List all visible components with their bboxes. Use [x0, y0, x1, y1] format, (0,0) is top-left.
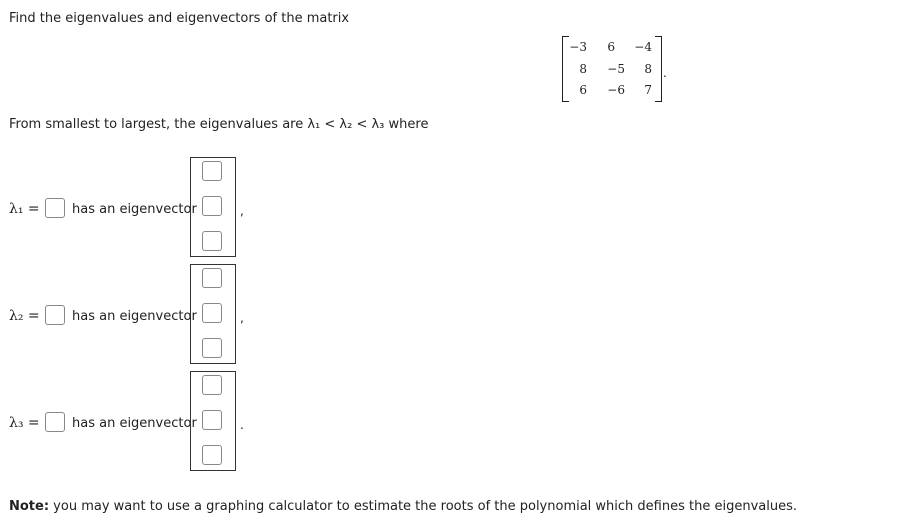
eigenvector-2-entry-1[interactable] — [202, 268, 222, 288]
lambda-1-label: λ₁ = — [9, 201, 40, 217]
row-3-period: . — [240, 418, 244, 432]
matrix — [562, 36, 672, 102]
matrix-cell: 8 — [579, 62, 587, 76]
note-label: Note: — [9, 499, 50, 514]
matrix-cell: −5 — [607, 62, 625, 76]
matrix-cell: 7 — [644, 83, 652, 97]
matrix-cell: 6 — [579, 83, 587, 97]
eigenvector-3-entry-3[interactable] — [202, 445, 222, 465]
matrix-cell: −3 — [569, 40, 587, 54]
lambda-3-input[interactable] — [45, 412, 65, 432]
eigenvector-2-entry-3[interactable] — [202, 338, 222, 358]
matrix-right-bracket — [655, 36, 662, 102]
eigenvector-1-entry-1[interactable] — [202, 161, 222, 181]
note — [9, 499, 797, 514]
row-1-comma: , — [240, 204, 244, 218]
lambda-3-label: λ₃ = — [9, 415, 40, 431]
note-text: you may want to use a graphing calculator to estimate the roots of the polynomial which defines the eigenvalues. — [49, 499, 797, 514]
lambda-2-label: λ₂ = — [9, 308, 40, 324]
eigenvector-3-entry-2[interactable] — [202, 410, 222, 430]
row-2-comma: , — [240, 311, 244, 325]
eigenvector-2-entry-2[interactable] — [202, 303, 222, 323]
matrix-cell: −4 — [634, 40, 652, 54]
eigenvector-1-text: has an eigenvector — [72, 202, 197, 217]
eigenvector-3-text: has an eigenvector — [72, 416, 197, 431]
lambda-2-input[interactable] — [45, 305, 65, 325]
eigenvector-3-entry-1[interactable] — [202, 375, 222, 395]
matrix-cell: 8 — [644, 62, 652, 76]
ordering-text: From smallest to largest, the eigenvalues are λ₁ < λ₂ < λ₃ where — [9, 117, 429, 132]
eigenvector-1-entry-3[interactable] — [202, 231, 222, 251]
lambda-1-input[interactable] — [45, 198, 65, 218]
eigenvector-1-entry-2[interactable] — [202, 196, 222, 216]
matrix-cell: −6 — [607, 83, 625, 97]
matrix-period: . — [663, 66, 667, 80]
matrix-cell: 6 — [607, 40, 615, 54]
eigenvector-2-text: has an eigenvector — [72, 309, 197, 324]
question-prompt: Find the eigenvalues and eigenvectors of the matrix — [9, 11, 350, 26]
